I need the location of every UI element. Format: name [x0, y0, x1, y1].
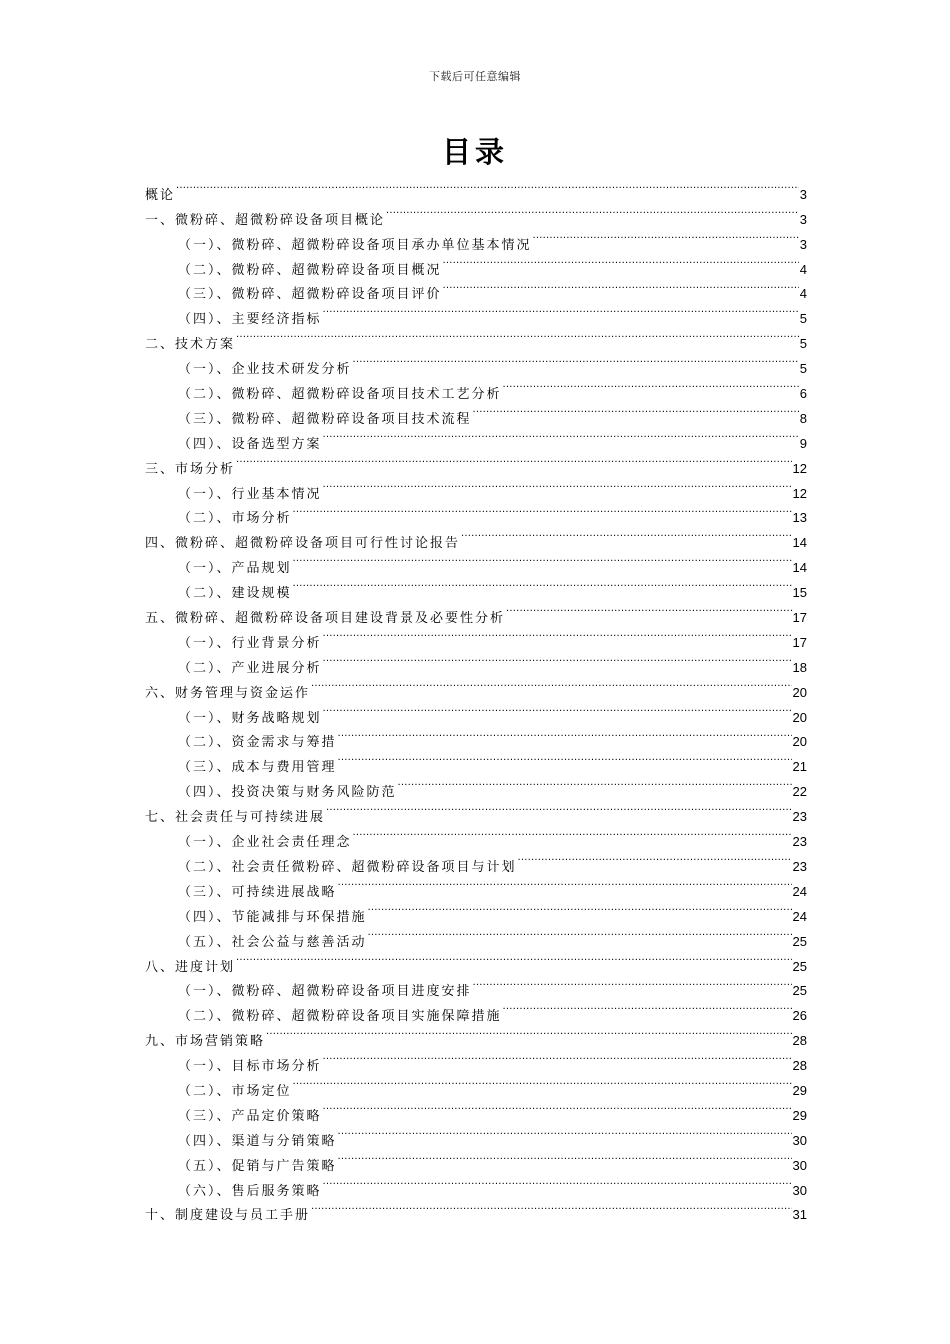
toc-page-number: 4: [799, 261, 807, 277]
toc-page-number: 6: [799, 386, 807, 402]
toc-chapter-entry[interactable]: [145, 323, 807, 353]
toc-section-entry[interactable]: [145, 473, 807, 502]
toc-dot-leader: [398, 771, 792, 796]
toc-dot-leader: [533, 224, 799, 249]
toc-dot-leader: [338, 722, 792, 747]
toc-entry-title: 七、社会责任与可持续进展: [145, 810, 326, 826]
toc-dot-leader: [293, 1070, 792, 1095]
toc-dot-leader: [443, 249, 799, 274]
toc-dot-leader: [368, 921, 792, 946]
toc-page-number: 5: [799, 336, 807, 352]
toc-page-number: 3: [799, 236, 807, 252]
toc-entry-title: （二）、资金需求与筹措: [178, 735, 337, 751]
toc-entry-title: （四）、主要经济指标: [178, 312, 322, 328]
toc-page-number: 20: [792, 684, 807, 700]
toc-page-number: 8: [799, 410, 807, 426]
toc-entry-title: （三）、产品定价策略: [178, 1108, 322, 1124]
toc-dot-leader: [176, 174, 799, 199]
toc-dot-leader: [338, 871, 792, 896]
toc-page-number: 12: [792, 485, 807, 501]
toc-entry-title: （一）、微粉碎、超微粉碎设备项目承办单位基本情况: [178, 237, 532, 253]
toc-dot-leader: [338, 746, 792, 771]
toc-dot-leader: [293, 572, 792, 597]
toc-dot-leader: [323, 647, 792, 672]
toc-page-number: 28: [792, 1058, 807, 1074]
toc-entry-title: （二）、微粉碎、超微粉碎设备项目技术工艺分析: [178, 387, 502, 403]
toc-entry-title: （五）、社会公益与慈善活动: [178, 934, 367, 950]
toc-chapter-entry[interactable]: [145, 174, 807, 203]
toc-entry-title: （二）、微粉碎、超微粉碎设备项目实施保障措施: [178, 1009, 502, 1025]
toc-dot-leader: [461, 522, 792, 547]
toc-dot-leader: [386, 199, 799, 224]
toc-page-number: 23: [792, 834, 807, 850]
toc-page-number: 15: [792, 585, 807, 601]
toc-dot-leader: [326, 796, 792, 821]
toc-page-number: 25: [792, 933, 807, 949]
toc-entry-title: 五、微粉碎、超微粉碎设备项目建设背景及必要性分析: [145, 611, 506, 627]
toc-page-number: 20: [792, 734, 807, 750]
toc-dot-leader: [323, 298, 799, 323]
toc-page-number: 14: [792, 535, 807, 551]
toc-entry-title: 二、技术方案: [145, 337, 236, 353]
toc-page-number: 12: [792, 460, 807, 476]
toc-entry-title: （三）、可持续进展战略: [178, 884, 337, 900]
toc-entry-title: 概论: [145, 187, 176, 203]
toc-entry-title: （三）、微粉碎、超微粉碎设备项目技术流程: [178, 411, 472, 427]
toc-page-number: 17: [792, 610, 807, 626]
toc-entry-title: （一）、产品规划: [178, 561, 292, 577]
toc-dot-leader: [293, 547, 792, 572]
toc-entry-title: （二）、社会责任微粉碎、超微粉碎设备项目与计划: [178, 859, 517, 875]
toc-page-number: 22: [792, 784, 807, 800]
toc-entry-title: （一）、企业社会责任理念: [178, 835, 352, 851]
toc-entry-title: （一）、企业技术研发分析: [178, 362, 352, 378]
toc-dot-leader: [503, 995, 792, 1020]
toc-dot-leader: [293, 498, 792, 523]
toc-page-number: 28: [792, 1033, 807, 1049]
toc-page-number: 30: [792, 1132, 807, 1148]
toc-page-number: 29: [792, 1082, 807, 1098]
toc-entry-title: （三）、微粉碎、超微粉碎设备项目评价: [178, 287, 442, 303]
toc-entry-title: 四、微粉碎、超微粉碎设备项目可行性讨论报告: [145, 536, 461, 552]
toc-entry-title: （四）、投资决策与财务风险防范: [178, 785, 397, 801]
toc-page-number: 13: [792, 510, 807, 526]
toc-entry-title: （一）、财务战略规划: [178, 710, 322, 726]
toc-page-number: 23: [792, 858, 807, 874]
toc-dot-leader: [518, 846, 792, 871]
toc-dot-leader: [473, 398, 799, 423]
toc-entry-title: （五）、促销与广告策略: [178, 1158, 337, 1174]
toc-dot-leader: [338, 1145, 792, 1170]
table-of-contents: [145, 174, 807, 1224]
toc-page-number: 25: [792, 958, 807, 974]
toc-dot-leader: [323, 423, 799, 448]
toc-page-number: 5: [799, 361, 807, 377]
toc-page-number: 24: [792, 908, 807, 924]
toc-entry-title: （一）、目标市场分析: [178, 1059, 322, 1075]
toc-dot-leader: [353, 821, 792, 846]
toc-dot-leader: [323, 622, 792, 647]
toc-entry-title: （二）、产业进展分析: [178, 660, 322, 676]
toc-dot-leader: [236, 946, 792, 971]
toc-page-number: 3: [799, 186, 807, 202]
toc-entry-title: （三）、成本与费用管理: [178, 760, 337, 776]
toc-entry-title: （一）、微粉碎、超微粉碎设备项目进度安排: [178, 984, 472, 1000]
toc-page-number: 30: [792, 1182, 807, 1198]
toc-dot-leader: [236, 323, 799, 348]
toc-entry-title: （四）、设备选型方案: [178, 436, 322, 452]
header-note: 下载后可任意编辑: [429, 70, 521, 83]
toc-entry-title: 八、进度计划: [145, 959, 236, 975]
toc-page-number: 23: [792, 809, 807, 825]
toc-page-number: 21: [792, 759, 807, 775]
toc-dot-leader: [323, 473, 792, 498]
toc-entry-title: （一）、行业基本情况: [178, 486, 322, 502]
toc-section-entry[interactable]: [145, 971, 807, 1000]
toc-dot-leader: [311, 1195, 792, 1220]
toc-dot-leader: [323, 697, 792, 722]
toc-section-entry[interactable]: [145, 348, 807, 378]
toc-entry-title: 一、微粉碎、超微粉碎设备项目概论: [145, 212, 386, 228]
toc-entry-title: （四）、渠道与分销策略: [178, 1133, 337, 1149]
toc-dot-leader: [353, 348, 799, 373]
toc-entry-title: （六）、售后服务策略: [178, 1183, 322, 1199]
toc-page-number: 3: [799, 211, 807, 227]
toc-page-number: 18: [792, 659, 807, 675]
toc-dot-leader: [506, 597, 792, 622]
toc-page-number: 26: [792, 1008, 807, 1024]
toc-dot-leader: [323, 1045, 792, 1070]
toc-page-number: 9: [799, 435, 807, 451]
toc-entry-title: （二）、市场分析: [178, 511, 292, 527]
toc-page-number: 5: [799, 311, 807, 327]
toc-dot-leader: [473, 971, 792, 996]
toc-chapter-entry[interactable]: [145, 199, 807, 228]
toc-page-number: 20: [792, 709, 807, 725]
toc-dot-leader: [236, 448, 792, 473]
toc-entry-title: 十、制度建设与员工手册: [145, 1208, 311, 1224]
toc-page-number: 30: [792, 1157, 807, 1173]
page-title: 目录: [441, 135, 508, 169]
toc-dot-leader: [503, 373, 799, 398]
toc-page-number: 14: [792, 560, 807, 576]
toc-page-number: 29: [792, 1107, 807, 1123]
toc-page-number: 25: [792, 983, 807, 999]
toc-entry-title: （一）、行业背景分析: [178, 635, 322, 651]
toc-dot-leader: [368, 896, 792, 921]
toc-dot-leader: [338, 1120, 792, 1145]
toc-dot-leader: [266, 1020, 792, 1045]
toc-entry-title: 六、财务管理与资金运作: [145, 685, 311, 701]
toc-entry-title: 九、市场营销策略: [145, 1034, 266, 1050]
toc-dot-leader: [323, 1095, 792, 1120]
toc-page-number: 31: [792, 1207, 807, 1223]
toc-dot-leader: [323, 1170, 792, 1195]
toc-page-number: 4: [799, 286, 807, 302]
toc-entry-title: （二）、市场定位: [178, 1083, 292, 1099]
toc-chapter-entry[interactable]: [145, 448, 807, 477]
toc-entry-title: （二）、微粉碎、超微粉碎设备项目概况: [178, 262, 442, 278]
toc-entry-title: （四）、节能减排与环保措施: [178, 909, 367, 925]
toc-entry-title: （二）、建设规模: [178, 586, 292, 602]
toc-page-number: 24: [792, 883, 807, 899]
toc-entry-title: 三、市场分析: [145, 461, 236, 477]
toc-dot-leader: [311, 672, 792, 697]
toc-chapter-entry[interactable]: [145, 946, 807, 975]
toc-dot-leader: [443, 274, 799, 299]
toc-page-number: 17: [792, 634, 807, 650]
